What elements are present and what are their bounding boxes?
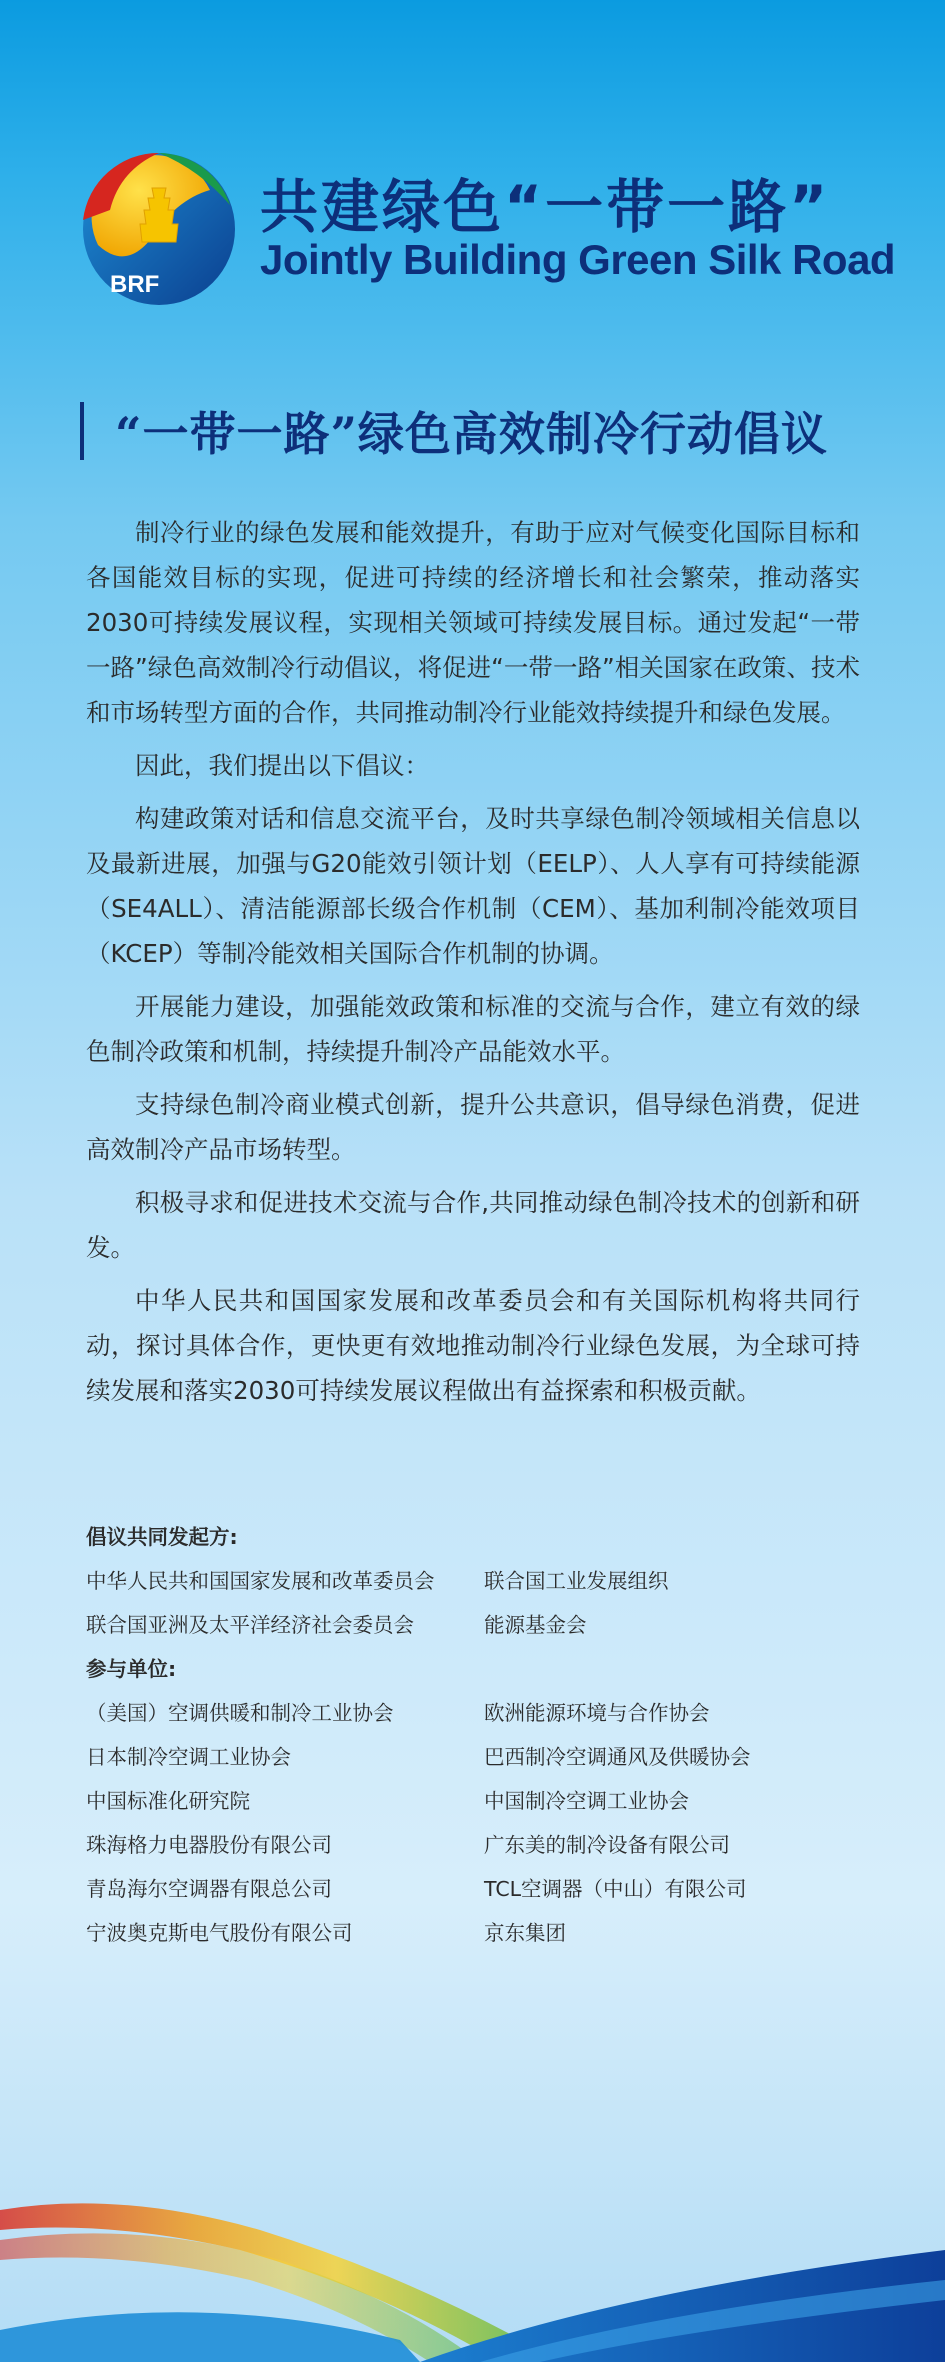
participant-name: 京东集团: [484, 1921, 566, 1945]
participant-name: 中国制冷空调工业协会: [484, 1789, 689, 1813]
list-item: [86, 1735, 860, 1779]
paragraph: 支持绿色制冷商业模式创新，提升公共意识，倡导绿色消费，促进高效制冷产品市场转型。: [86, 1090, 860, 1164]
paragraph: 构建政策对话和信息交流平台，及时共享绿色制冷领域相关信息以及最新进展，加强与G20能效引领计划（EELP）、人人享有可持续能源（SE4ALL）、清洁能源部长级合作机制（CEM）、基加利制冷能效项目（KCEP）等制冷能效相关国际合作机制的协调。: [86, 804, 860, 968]
participant-name: 广东美的制冷设备有限公司: [484, 1833, 730, 1857]
paragraph: 积极寻求和促进技术交流与合作,共同推动绿色制冷技术的创新和研发。: [86, 1188, 860, 1262]
participant-name: 欧洲能源环境与合作协会: [484, 1701, 710, 1725]
list-item: [86, 1867, 860, 1911]
paragraph: 制冷行业的绿色发展和能效提升，有助于应对气候变化国际目标和各国能效目标的实现，促进可持续的经济增长和社会繁荣，推动落实2030可持续发展议程，实现相关领域可持续发展目标。通过发起“一带一路”绿色高效制冷行动倡议，将促进“一带一路”相关国家在政策、技术和市场转型方面的合作，共同推动制冷行业能效持续提升和绿色发展。: [86, 518, 860, 727]
participant-name: 日本制冷空调工业协会: [86, 1745, 291, 1769]
participant-name: TCL空调器（中山）有限公司: [484, 1877, 747, 1901]
paragraph: 开展能力建设，加强能效政策和标准的交流与合作，建立有效的绿色制冷政策和机制，持续提升制冷产品能效水平。: [86, 992, 860, 1066]
list-item: [86, 1559, 860, 1603]
logo-text: BRF: [110, 271, 160, 298]
list-item: [86, 1603, 860, 1647]
header-title-cn: 共建绿色“一带一路”: [260, 173, 831, 241]
participant-name: （美国）空调供暖和制冷工业协会: [86, 1701, 394, 1725]
paragraph: 中华人民共和国国家发展和改革委员会和有关国际机构将共同行动，探讨具体合作，更快更有效地推动制冷行业绿色发展，为全球可持续发展和落实2030可持续发展议程做出有益探索和积极贡献。: [86, 1286, 860, 1405]
brf-logo-icon: [80, 150, 238, 308]
list-item: [86, 1823, 860, 1867]
participant-name: 宁波奥克斯电气股份有限公司: [86, 1921, 353, 1945]
participant-name: 珠海格力电器股份有限公司: [86, 1833, 332, 1857]
initiators-heading: 倡议共同发起方:: [86, 1525, 238, 1549]
header-title-en: Jointly Building Green Silk Road: [260, 236, 896, 283]
header: [80, 150, 896, 310]
initiator-name: 联合国亚洲及太平洋经济社会委员会: [86, 1613, 414, 1637]
sponsor-list: [86, 1515, 860, 1955]
decorative-swoosh-graphic: [0, 2140, 945, 2362]
participant-name: 中国标准化研究院: [86, 1789, 250, 1813]
participants-heading: 参与单位:: [86, 1657, 177, 1681]
section-title-bar: [80, 402, 84, 460]
participant-name: 青岛海尔空调器有限总公司: [86, 1877, 332, 1901]
list-item: [86, 1911, 860, 1955]
initiative-body: [86, 510, 860, 1421]
paragraph: 因此，我们提出以下倡议：: [135, 751, 429, 780]
initiator-name: 能源基金会: [484, 1613, 587, 1637]
participant-name: 巴西制冷空调通风及供暖协会: [484, 1745, 751, 1769]
initiator-name: 联合国工业发展组织: [484, 1569, 669, 1593]
list-item: [86, 1779, 860, 1823]
section-title: “一带一路”绿色高效制冷行动倡议: [115, 407, 828, 461]
initiator-name: 中华人民共和国国家发展和改革委员会: [86, 1569, 435, 1593]
list-item: [86, 1691, 860, 1735]
